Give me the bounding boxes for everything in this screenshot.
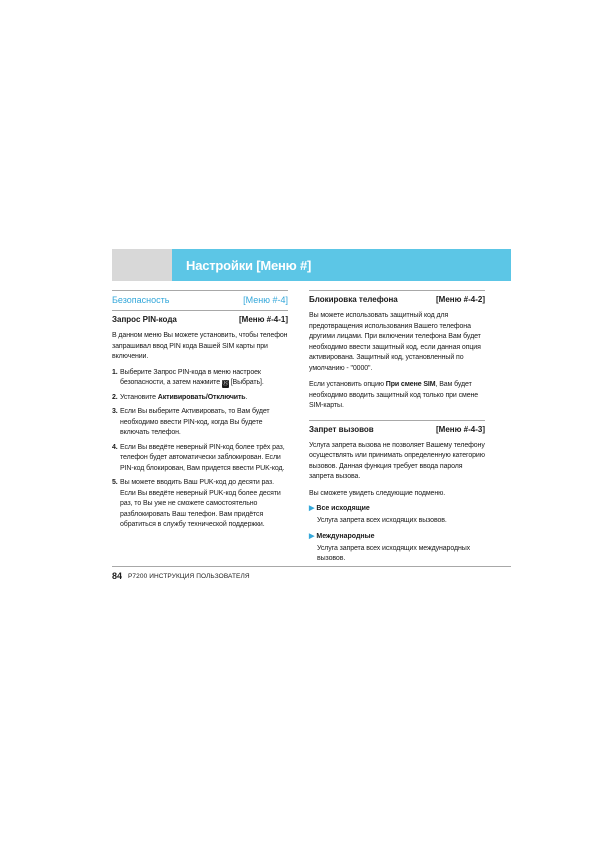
pin-intro: В данном меню Вы можете установить, чтобы телефон запрашивал ввод PIN кода Вашей SIM карты при включении. — [112, 332, 288, 360]
section-ref: [Меню #-4] — [243, 295, 288, 305]
step-text: Выберите Запрос PIN-кода в меню настроек безопасности, а затем нажмите — [120, 368, 261, 386]
pin-ref: [Меню #-4-1] — [238, 315, 288, 324]
barring-ref: [Меню #-4-3] — [435, 424, 485, 434]
barring-paragraph: Услуга запрета вызова не позволяет Вашему телефону осуществлять или принимать определенную категорию вызовов. Данная функция требует ввода пароля запрета вызова. — [309, 441, 485, 480]
pin-header — [112, 314, 288, 325]
banner-gray-block — [112, 249, 172, 281]
subsection-rule — [112, 310, 288, 311]
triangle-bullet-icon: ▶ — [309, 505, 315, 512]
submenu-description: Услуга запрета всех исходящих международных вызовов. — [317, 544, 471, 562]
footer-text: P7200 ИНСТРУКЦИЯ ПОЛЬЗОВАТЕЛЯ — [128, 573, 250, 580]
page-number: 84 — [112, 571, 123, 581]
section-rule — [309, 290, 485, 291]
submenu-item — [309, 504, 485, 514]
page-title: Настройки [Меню #] — [186, 258, 312, 273]
section-title: Безопасность — [112, 295, 170, 305]
list-item — [112, 478, 288, 531]
step-number: 3. — [112, 408, 118, 415]
list-item — [112, 393, 288, 404]
step-number: 4. — [112, 443, 118, 451]
subsection-rule — [309, 420, 485, 421]
lock-title: Блокировка телефона — [309, 295, 398, 304]
list-item — [112, 407, 288, 439]
step-number: 5. — [112, 479, 118, 486]
step-text: Установите — [120, 393, 158, 401]
lock-ref: [Меню #-4-2] — [435, 295, 485, 304]
pin-title: Запрос PIN-кода — [112, 315, 177, 324]
left-column — [112, 290, 288, 535]
paragraph-text: Если установить опцию — [309, 381, 386, 388]
step-text: [Выбрать]. — [228, 379, 264, 386]
step-text: Вы можете вводить Ваш PUK-код до десяти раз. Если Вы введёте неверный PUK-код более десяти раз, то Вы уже не сможете самостоятельно разблокировать Ваш телефон. Вам придётся обратиться в службу технической поддержки. — [120, 479, 281, 528]
list-item — [112, 368, 288, 389]
submenu-item — [309, 532, 485, 542]
lock-paragraph-2 — [309, 380, 485, 412]
step-text: . — [245, 393, 248, 401]
step-option: Активировать/Отключить — [157, 393, 246, 401]
barring-paragraph-2: Вы сможете увидеть следующие подменю. — [309, 489, 446, 497]
softkey-r-icon: Ⓡ — [222, 381, 229, 387]
triangle-bullet-icon: ▶ — [309, 532, 315, 540]
paragraph-text: , Вам будет необходимо вводить защитный код только при смене SIM-карты. — [309, 381, 479, 409]
option-name: При смене SIM — [385, 381, 436, 388]
section-header — [112, 294, 288, 306]
submenu-label: Все исходящие — [316, 505, 370, 512]
section-rule — [112, 290, 288, 291]
submenu-description: Услуга запрета всех исходящих вызовов. — [317, 517, 447, 524]
barring-title: Запрет вызовов — [309, 424, 374, 434]
right-column — [309, 290, 485, 565]
step-number: 2. — [112, 393, 118, 401]
list-item — [112, 443, 288, 475]
submenu-label: Международные — [316, 532, 375, 540]
step-text: Если Вы введёте неверный PIN-код более трёх раз, телефон будет автоматически заблокирован. Если PIN-код блокирован, Вам придется ввести PUK-код. — [120, 443, 285, 472]
lock-paragraph: Вы можете использовать защитный код для предотвращения использования Вашего телефона другими лицами. При включении телефона Вам будет необходимо ввести защитный код, если данная опция активирована. Защитный код, установленный по умолчанию - "0000". — [309, 312, 481, 372]
step-text: Если Вы выберите Активировать, то Вам будет необходимо ввести PIN-код, когда Вы будете включать телефон. — [120, 408, 270, 436]
lock-header — [309, 294, 485, 305]
step-number: 1. — [112, 368, 118, 376]
pin-steps — [112, 368, 288, 531]
footer-rule — [112, 566, 511, 567]
barring-header — [309, 424, 485, 435]
